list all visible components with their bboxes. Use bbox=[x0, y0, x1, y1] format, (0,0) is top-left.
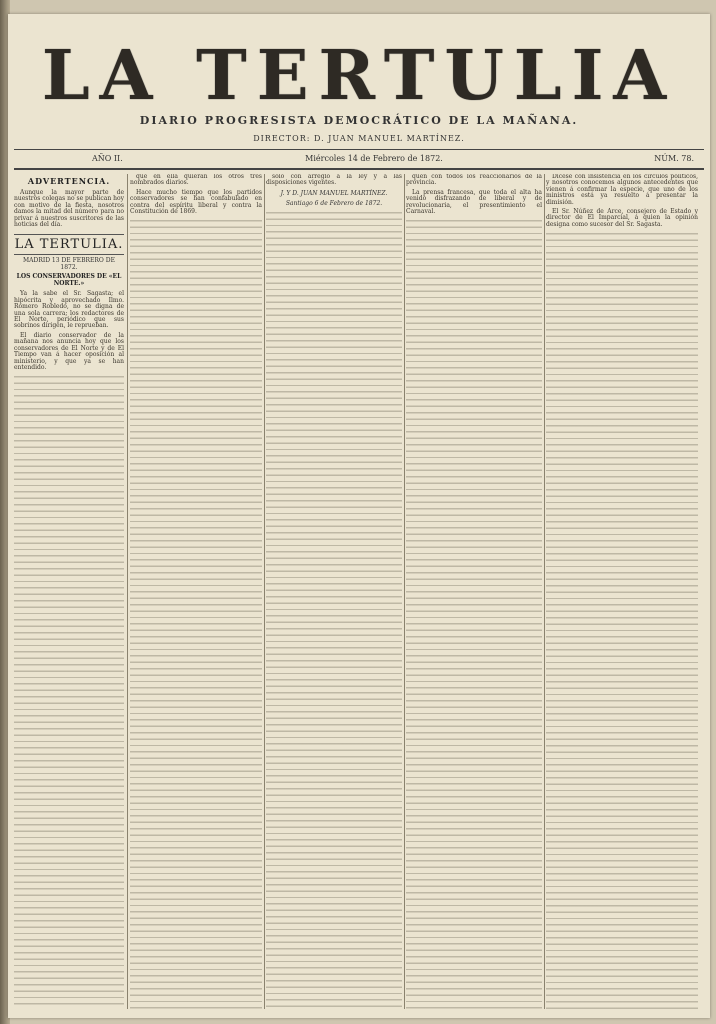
article-paragraph: La prensa francesa, que toda el alta ha venido disfrazando de liberal y de revolucionaria, el presentimiento el Carnaval. bbox=[406, 188, 542, 216]
newspaper-page bbox=[8, 14, 710, 1018]
issue-info-bar bbox=[14, 149, 704, 170]
article-subhead: LOS CONSERVADORES DE «EL NORTE.» bbox=[16, 273, 122, 288]
article-paragraph: Dícese con insistencia en los círculos políticos, y nosotros conocemos algunos antecedentes que vienen á confirmar la especie, que uno de los ministros está ya resuelto á presentar la dimisión. bbox=[546, 174, 698, 206]
newspaper-subtitle: DIARIO PROGRESISTA DEMOCRÁTICO DE LA MAÑANA. bbox=[139, 114, 579, 127]
column-4 bbox=[406, 174, 542, 1009]
section-dateline: MADRID 13 DE FEBRERO DE 1872. bbox=[23, 257, 115, 272]
column-5 bbox=[546, 174, 698, 1009]
body-text-block bbox=[546, 231, 698, 1009]
body-text-block bbox=[406, 218, 542, 1009]
letter-dateline: Santiago 6 de Febrero de 1872. bbox=[285, 199, 383, 207]
body-text-block bbox=[130, 218, 262, 1009]
issue-date: Miércoles 14 de Febrero de 1872. bbox=[305, 154, 443, 163]
issue-number: NÚM. 78. bbox=[654, 154, 694, 163]
column-rule bbox=[264, 174, 265, 1009]
article-paragraph: que en ella quieran los otros tres nombrados diarios. bbox=[130, 174, 262, 187]
column-rule bbox=[404, 174, 405, 1009]
article-paragraph: solo con arreglo á la ley y á las disposiciones vigentes. bbox=[266, 174, 402, 187]
issue-year: AÑO II. bbox=[92, 154, 123, 163]
article-paragraph: quen con todos los reaccionarios de la provincia. bbox=[406, 174, 542, 187]
section-title: LA TERTULIA. bbox=[14, 234, 124, 255]
column-2 bbox=[130, 174, 262, 1009]
director-line: DIRECTOR: D. JUAN MANUEL MARTÍNEZ. bbox=[253, 134, 465, 143]
column-rule bbox=[127, 174, 128, 1009]
article-paragraph: El diario conservador de la mañana nos anuncia hoy que los conservadores de El Norte y de El Tiempo van á hacer oposición al ministerio, y que ya se han entendido. bbox=[14, 331, 124, 371]
body-text-block bbox=[14, 374, 124, 1009]
article-paragraph: El Sr. Núñez de Arce, consejero de Estado y director de El Imparcial, á quien la opinión designa como sucesor del Sr. Sagasta. bbox=[546, 208, 698, 228]
advertencia-notice: Aunque la mayor parte de nuestros colegas no se publican hoy con motivo de la fiesta, nosotros damos la mitad del número para no privar á nuestros suscritores de las noticias del día. bbox=[14, 189, 124, 229]
newspaper-title: LA TERTULIA bbox=[41, 36, 677, 116]
column-rule bbox=[544, 174, 545, 1009]
masthead bbox=[8, 14, 710, 154]
advertencia-heading: ADVERTENCIA. bbox=[27, 176, 111, 186]
article-paragraph: Hace mucho tiempo que los partidos conservadores se han confabulado en contra del espíritu liberal y contra la Constitución de 1869. bbox=[130, 188, 262, 216]
article-signature: J. Y D. JUAN MANUEL MARTÍNEZ. bbox=[280, 189, 388, 197]
column-3 bbox=[266, 174, 402, 1009]
article-paragraph: Ya la sabe el Sr. Sagasta; el hipócrita y aprovechado Ilmo. Romero Robledo, no se digna de una sola carrera; los redactores de El Norte, periódico que sus sobrinos dirigen, le reprueban. bbox=[14, 290, 124, 330]
body-text-block bbox=[266, 210, 402, 1009]
column-1 bbox=[14, 174, 124, 1009]
